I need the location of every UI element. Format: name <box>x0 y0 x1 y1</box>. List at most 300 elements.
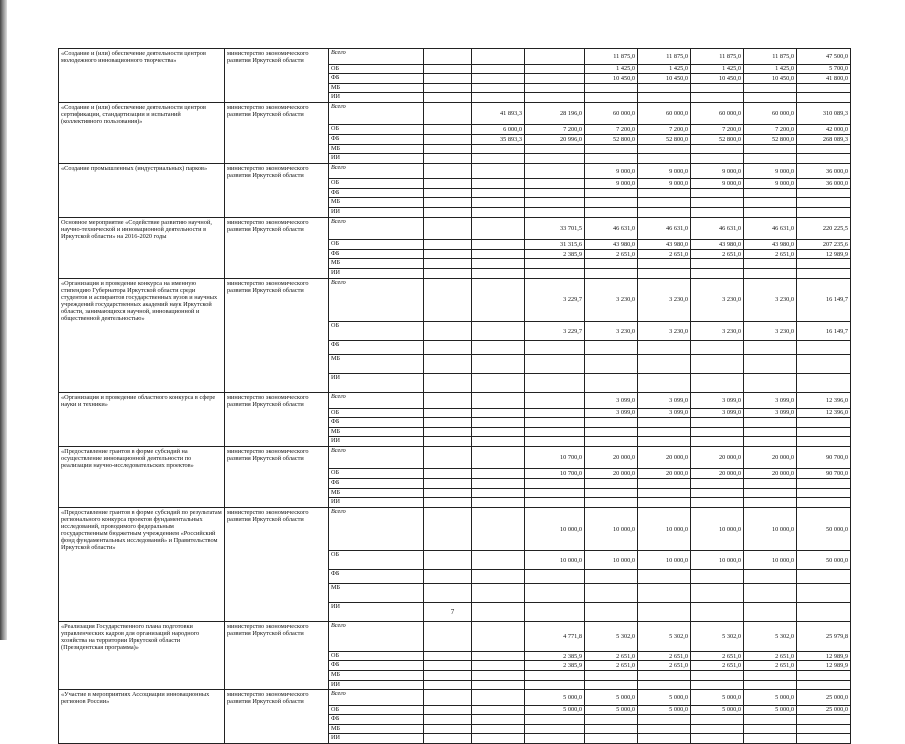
amount-cell <box>472 74 525 84</box>
responsible-executor-cell: министерство экономического развития Иркутской области <box>225 217 329 240</box>
total-amount-cell: 12 989,9 <box>797 651 851 661</box>
table-row <box>59 488 851 498</box>
amount-cell <box>424 469 472 479</box>
measure-name-cell <box>59 724 225 734</box>
amount-cell: 2 651,0 <box>585 651 638 661</box>
funding-source-cell: МБ <box>329 198 424 208</box>
amount-cell: 10 700,0 <box>525 469 585 479</box>
measure-name-cell <box>59 551 225 570</box>
funding-source-cell: ФБ <box>329 715 424 725</box>
amount-cell: 3 099,0 <box>585 393 638 409</box>
table-row <box>59 393 851 409</box>
amount-cell <box>744 670 797 680</box>
amount-cell <box>424 125 472 135</box>
amount-cell: 2 651,0 <box>638 249 691 259</box>
amount-cell: 20 000,0 <box>585 446 638 469</box>
amount-cell: 3 099,0 <box>691 408 744 418</box>
responsible-executor-cell <box>225 705 329 715</box>
funding-source-cell: ФБ <box>329 661 424 671</box>
amount-cell: 3 099,0 <box>744 408 797 418</box>
table-row <box>59 427 851 437</box>
amount-cell <box>424 134 472 144</box>
amount-cell <box>691 488 744 498</box>
funding-source-cell: Всего <box>329 393 424 409</box>
funding-source-cell: ОБ <box>329 651 424 661</box>
amount-cell <box>525 427 585 437</box>
amount-cell <box>525 93 585 103</box>
amount-cell <box>525 488 585 498</box>
table-row <box>59 278 851 322</box>
amount-cell <box>638 437 691 447</box>
amount-cell <box>638 570 691 584</box>
measure-name-cell <box>59 74 225 84</box>
amount-cell <box>472 374 525 393</box>
amount-cell <box>472 249 525 259</box>
table-row <box>59 125 851 135</box>
amount-cell <box>585 570 638 584</box>
amount-cell <box>638 259 691 269</box>
amount-cell: 7 200,0 <box>585 125 638 135</box>
amount-cell <box>525 437 585 447</box>
measure-name-cell: «Реализация Государственного плана подготовки управленческих кадров для организаций народного хозяйства на территории Иркутской области (Президентская программа)» <box>59 622 225 652</box>
amount-cell <box>585 341 638 355</box>
amount-cell <box>691 268 744 278</box>
measure-name-cell <box>59 259 225 269</box>
amount-cell <box>424 249 472 259</box>
measure-name-cell: «Предоставление грантов в форме субсидий на осуществление инновационной деятельности по реализации научно-исследовательских проектов» <box>59 446 225 469</box>
amount-cell <box>744 734 797 744</box>
amount-cell: 20 000,0 <box>638 446 691 469</box>
amount-cell: 60 000,0 <box>638 102 691 125</box>
amount-cell <box>638 488 691 498</box>
total-amount-cell: 220 225,5 <box>797 217 851 240</box>
amount-cell: 10 000,0 <box>744 507 797 551</box>
responsible-executor-cell <box>225 427 329 437</box>
amount-cell <box>525 74 585 84</box>
amount-cell: 7 200,0 <box>744 125 797 135</box>
measure-name-cell <box>59 661 225 671</box>
table-row <box>59 551 851 570</box>
amount-cell <box>424 74 472 84</box>
table-row <box>59 259 851 269</box>
amount-cell <box>691 208 744 218</box>
measure-name-cell <box>59 488 225 498</box>
measure-name-cell <box>59 93 225 103</box>
funding-source-cell: Всего <box>329 622 424 652</box>
funding-source-cell: ФБ <box>329 74 424 84</box>
amount-cell: 2 651,0 <box>638 651 691 661</box>
responsible-executor-cell <box>225 188 329 198</box>
table-row <box>59 661 851 671</box>
total-amount-cell <box>797 680 851 690</box>
amount-cell <box>691 724 744 734</box>
amount-cell <box>424 488 472 498</box>
responsible-executor-cell <box>225 724 329 734</box>
amount-cell: 9 000,0 <box>638 163 691 179</box>
funding-source-cell: МБ <box>329 724 424 734</box>
amount-cell: 20 000,0 <box>691 446 744 469</box>
measure-name-cell <box>59 249 225 259</box>
funding-source-cell: ФБ <box>329 341 424 355</box>
amount-cell <box>638 144 691 154</box>
amount-cell: 20 000,0 <box>585 469 638 479</box>
amount-cell <box>424 418 472 428</box>
amount-cell <box>424 734 472 744</box>
amount-cell <box>638 208 691 218</box>
funding-source-cell: ФБ <box>329 478 424 488</box>
amount-cell <box>638 188 691 198</box>
amount-cell <box>525 478 585 488</box>
table-row <box>59 93 851 103</box>
funding-source-cell: ОБ <box>329 469 424 479</box>
amount-cell <box>638 355 691 374</box>
amount-cell: 2 651,0 <box>691 651 744 661</box>
amount-cell: 3 099,0 <box>638 393 691 409</box>
amount-cell <box>585 427 638 437</box>
amount-cell: 52 800,0 <box>585 134 638 144</box>
amount-cell <box>585 208 638 218</box>
amount-cell: 5 000,0 <box>638 705 691 715</box>
amount-cell <box>744 268 797 278</box>
amount-cell <box>472 49 525 65</box>
table-row <box>59 478 851 488</box>
amount-cell: 43 980,0 <box>638 240 691 250</box>
responsible-executor-cell <box>225 408 329 418</box>
measure-name-cell: «Предоставление грантов в форме субсидий по результатам регионального конкурса проектов фундаментальных исследований, проводимого федеральным государственным бюджетным учреждением «Российский фонд фундаментальных исследований» и Правительством Иркутской области» <box>59 507 225 551</box>
funding-source-cell: ИИ <box>329 734 424 744</box>
amount-cell: 20 000,0 <box>744 446 797 469</box>
measure-name-cell <box>59 240 225 250</box>
responsible-executor-cell <box>225 715 329 725</box>
amount-cell <box>472 427 525 437</box>
funding-source-cell: ИИ <box>329 680 424 690</box>
funding-source-cell: МБ <box>329 259 424 269</box>
amount-cell: 46 631,0 <box>638 217 691 240</box>
amount-cell: 7 200,0 <box>525 125 585 135</box>
amount-cell: 9 000,0 <box>585 163 638 179</box>
amount-cell <box>472 670 525 680</box>
amount-cell: 11 875,0 <box>585 49 638 65</box>
amount-cell <box>472 446 525 469</box>
amount-cell <box>691 680 744 690</box>
responsible-executor-cell <box>225 249 329 259</box>
amount-cell <box>424 355 472 374</box>
funding-source-cell: ИИ <box>329 498 424 508</box>
amount-cell <box>525 418 585 428</box>
amount-cell: 9 000,0 <box>638 179 691 189</box>
amount-cell: 10 000,0 <box>744 551 797 570</box>
funding-source-cell: ОБ <box>329 125 424 135</box>
measure-name-cell <box>59 570 225 584</box>
amount-cell <box>424 198 472 208</box>
measure-name-cell <box>59 134 225 144</box>
amount-cell <box>424 102 472 125</box>
amount-cell: 10 450,0 <box>744 74 797 84</box>
amount-cell: 52 800,0 <box>638 134 691 144</box>
amount-cell: 52 800,0 <box>744 134 797 144</box>
amount-cell: 60 000,0 <box>585 102 638 125</box>
table-row <box>59 240 851 250</box>
amount-cell <box>744 437 797 447</box>
amount-cell <box>638 83 691 93</box>
measure-name-cell <box>59 651 225 661</box>
responsible-executor-cell <box>225 83 329 93</box>
amount-cell: 7 200,0 <box>638 125 691 135</box>
amount-cell <box>638 715 691 725</box>
funding-source-cell: Всего <box>329 102 424 125</box>
amount-cell <box>525 163 585 179</box>
amount-cell <box>691 259 744 269</box>
amount-cell <box>472 268 525 278</box>
amount-cell: 9 000,0 <box>691 179 744 189</box>
amount-cell <box>424 268 472 278</box>
responsible-executor-cell <box>225 374 329 393</box>
amount-cell <box>424 584 472 603</box>
amount-cell <box>472 278 525 322</box>
responsible-executor-cell: министерство экономического развития Иркутской области <box>225 446 329 469</box>
measure-name-cell <box>59 198 225 208</box>
total-amount-cell <box>797 418 851 428</box>
measure-name-cell: «Создание и (или) обеспечение деятельности центров молодежного инновационного творчества» <box>59 49 225 65</box>
measure-name-cell: «Организация и проведение конкурса на именную стипендию Губернатора Иркутской области среди студентов и аспирантов государственных вузов и научных учреждений государственных академий наук Иркутской области, занимающихся научной, инновационной и общественной деятельностью» <box>59 278 225 322</box>
amount-cell <box>585 680 638 690</box>
amount-cell <box>525 408 585 418</box>
amount-cell <box>638 341 691 355</box>
amount-cell <box>424 93 472 103</box>
funding-source-cell: ОБ <box>329 551 424 570</box>
amount-cell: 2 651,0 <box>691 661 744 671</box>
amount-cell <box>638 374 691 393</box>
amount-cell <box>744 208 797 218</box>
amount-cell <box>472 437 525 447</box>
total-amount-cell <box>797 670 851 680</box>
amount-cell <box>472 715 525 725</box>
funding-source-cell: Всего <box>329 690 424 706</box>
amount-cell: 5 000,0 <box>525 690 585 706</box>
amount-cell: 20 000,0 <box>744 469 797 479</box>
amount-cell <box>744 418 797 428</box>
amount-cell: 10 000,0 <box>691 551 744 570</box>
amount-cell: 5 302,0 <box>585 622 638 652</box>
amount-cell <box>585 437 638 447</box>
amount-cell: 10 000,0 <box>585 507 638 551</box>
total-amount-cell <box>797 198 851 208</box>
table-row <box>59 188 851 198</box>
amount-cell <box>525 208 585 218</box>
amount-cell <box>691 437 744 447</box>
amount-cell <box>424 670 472 680</box>
amount-cell <box>472 179 525 189</box>
amount-cell <box>744 341 797 355</box>
table-row <box>59 217 851 240</box>
amount-cell <box>424 163 472 179</box>
funding-source-cell: ФБ <box>329 188 424 198</box>
amount-cell <box>585 478 638 488</box>
funding-source-cell: МБ <box>329 144 424 154</box>
measure-name-cell <box>59 83 225 93</box>
measure-name-cell: «Участие в мероприятиях Ассоциации инновационных регионов России» <box>59 690 225 706</box>
amount-cell <box>525 198 585 208</box>
amount-cell <box>585 498 638 508</box>
measure-name-cell <box>59 188 225 198</box>
amount-cell <box>424 240 472 250</box>
amount-cell <box>691 478 744 488</box>
responsible-executor-cell: министерство экономического развития Иркутской области <box>225 507 329 551</box>
amount-cell <box>638 478 691 488</box>
table-row <box>59 102 851 125</box>
amount-cell: 3 230,0 <box>638 322 691 341</box>
responsible-executor-cell <box>225 125 329 135</box>
amount-cell <box>472 188 525 198</box>
amount-cell <box>691 498 744 508</box>
measure-name-cell <box>59 469 225 479</box>
amount-cell <box>424 278 472 322</box>
amount-cell <box>472 154 525 164</box>
table-row <box>59 437 851 447</box>
amount-cell <box>525 179 585 189</box>
amount-cell: 9 000,0 <box>691 163 744 179</box>
amount-cell: 3 230,0 <box>691 322 744 341</box>
amount-cell <box>638 154 691 164</box>
measure-name-cell <box>59 268 225 278</box>
amount-cell: 20 000,0 <box>638 469 691 479</box>
amount-cell: 9 000,0 <box>585 179 638 189</box>
total-amount-cell <box>797 488 851 498</box>
total-amount-cell <box>797 437 851 447</box>
total-amount-cell <box>797 355 851 374</box>
amount-cell: 3 230,0 <box>585 278 638 322</box>
funding-source-cell: ИИ <box>329 374 424 393</box>
amount-cell <box>472 622 525 652</box>
amount-cell <box>472 355 525 374</box>
amount-cell: 43 980,0 <box>691 240 744 250</box>
amount-cell <box>424 64 472 74</box>
total-amount-cell <box>797 374 851 393</box>
amount-cell <box>424 208 472 218</box>
responsible-executor-cell: министерство экономического развития Иркутской области <box>225 690 329 706</box>
total-amount-cell: 36 000,0 <box>797 179 851 189</box>
total-amount-cell: 47 500,0 <box>797 49 851 65</box>
total-amount-cell: 12 396,0 <box>797 393 851 409</box>
amount-cell <box>472 217 525 240</box>
amount-cell <box>585 488 638 498</box>
amount-cell: 10 000,0 <box>638 507 691 551</box>
amount-cell: 5 000,0 <box>585 705 638 715</box>
total-amount-cell <box>797 208 851 218</box>
amount-cell <box>638 724 691 734</box>
responsible-executor-cell <box>225 74 329 84</box>
amount-cell <box>525 374 585 393</box>
page-number: 7 <box>450 608 455 616</box>
amount-cell <box>525 584 585 603</box>
responsible-executor-cell <box>225 498 329 508</box>
amount-cell <box>691 374 744 393</box>
funding-source-cell: ФБ <box>329 134 424 144</box>
total-amount-cell <box>797 188 851 198</box>
amount-cell: 3 099,0 <box>744 393 797 409</box>
responsible-executor-cell <box>225 570 329 584</box>
amount-cell <box>585 154 638 164</box>
amount-cell <box>744 198 797 208</box>
amount-cell: 5 000,0 <box>691 690 744 706</box>
responsible-executor-cell <box>225 469 329 479</box>
amount-cell <box>424 705 472 715</box>
amount-cell <box>638 93 691 103</box>
amount-cell <box>638 584 691 603</box>
measure-name-cell <box>59 64 225 74</box>
amount-cell: 5 000,0 <box>744 690 797 706</box>
responsible-executor-cell: министерство экономического развития Иркутской области <box>225 49 329 65</box>
amount-cell <box>472 498 525 508</box>
measure-name-cell <box>59 125 225 135</box>
table-row <box>59 651 851 661</box>
total-amount-cell: 36 000,0 <box>797 163 851 179</box>
amount-cell: 6 000,0 <box>472 125 525 135</box>
amount-cell <box>424 690 472 706</box>
funding-source-cell: ИИ <box>329 208 424 218</box>
amount-cell <box>424 570 472 584</box>
responsible-executor-cell <box>225 670 329 680</box>
responsible-executor-cell <box>225 154 329 164</box>
table-row <box>59 49 851 65</box>
amount-cell <box>585 144 638 154</box>
amount-cell: 3 099,0 <box>691 393 744 409</box>
total-amount-cell: 25 000,0 <box>797 690 851 706</box>
amount-cell <box>472 198 525 208</box>
funding-source-cell: ОБ <box>329 705 424 715</box>
amount-cell <box>585 93 638 103</box>
amount-cell: 5 000,0 <box>585 690 638 706</box>
total-amount-cell: 90 700,0 <box>797 469 851 479</box>
amount-cell: 33 701,5 <box>525 217 585 240</box>
amount-cell <box>424 393 472 409</box>
total-amount-cell <box>797 144 851 154</box>
amount-cell <box>691 427 744 437</box>
measure-name-cell <box>59 341 225 355</box>
measure-name-cell <box>59 478 225 488</box>
amount-cell <box>424 437 472 447</box>
funding-source-cell: ОБ <box>329 322 424 341</box>
amount-cell: 46 631,0 <box>691 217 744 240</box>
amount-cell <box>691 144 744 154</box>
amount-cell: 60 000,0 <box>744 102 797 125</box>
funding-source-cell: МБ <box>329 355 424 374</box>
measure-name-cell <box>59 208 225 218</box>
amount-cell: 10 000,0 <box>691 507 744 551</box>
table-row <box>59 715 851 725</box>
amount-cell <box>525 715 585 725</box>
total-amount-cell <box>797 584 851 603</box>
amount-cell: 10 450,0 <box>638 74 691 84</box>
amount-cell: 3 229,7 <box>525 278 585 322</box>
table-row <box>59 355 851 374</box>
table-row <box>59 408 851 418</box>
measure-name-cell: «Создание промышленных (индустриальных) парков» <box>59 163 225 179</box>
amount-cell <box>424 498 472 508</box>
funding-source-cell: ОБ <box>329 179 424 189</box>
amount-cell <box>424 374 472 393</box>
responsible-executor-cell <box>225 259 329 269</box>
funding-source-cell: МБ <box>329 584 424 603</box>
responsible-executor-cell: министерство экономического развития Иркутской области <box>225 278 329 322</box>
amount-cell: 2 651,0 <box>744 651 797 661</box>
table-row <box>59 154 851 164</box>
amount-cell: 5 000,0 <box>525 705 585 715</box>
amount-cell: 1 425,0 <box>691 64 744 74</box>
funding-source-cell: МБ <box>329 488 424 498</box>
amount-cell <box>744 154 797 164</box>
amount-cell: 2 651,0 <box>744 249 797 259</box>
